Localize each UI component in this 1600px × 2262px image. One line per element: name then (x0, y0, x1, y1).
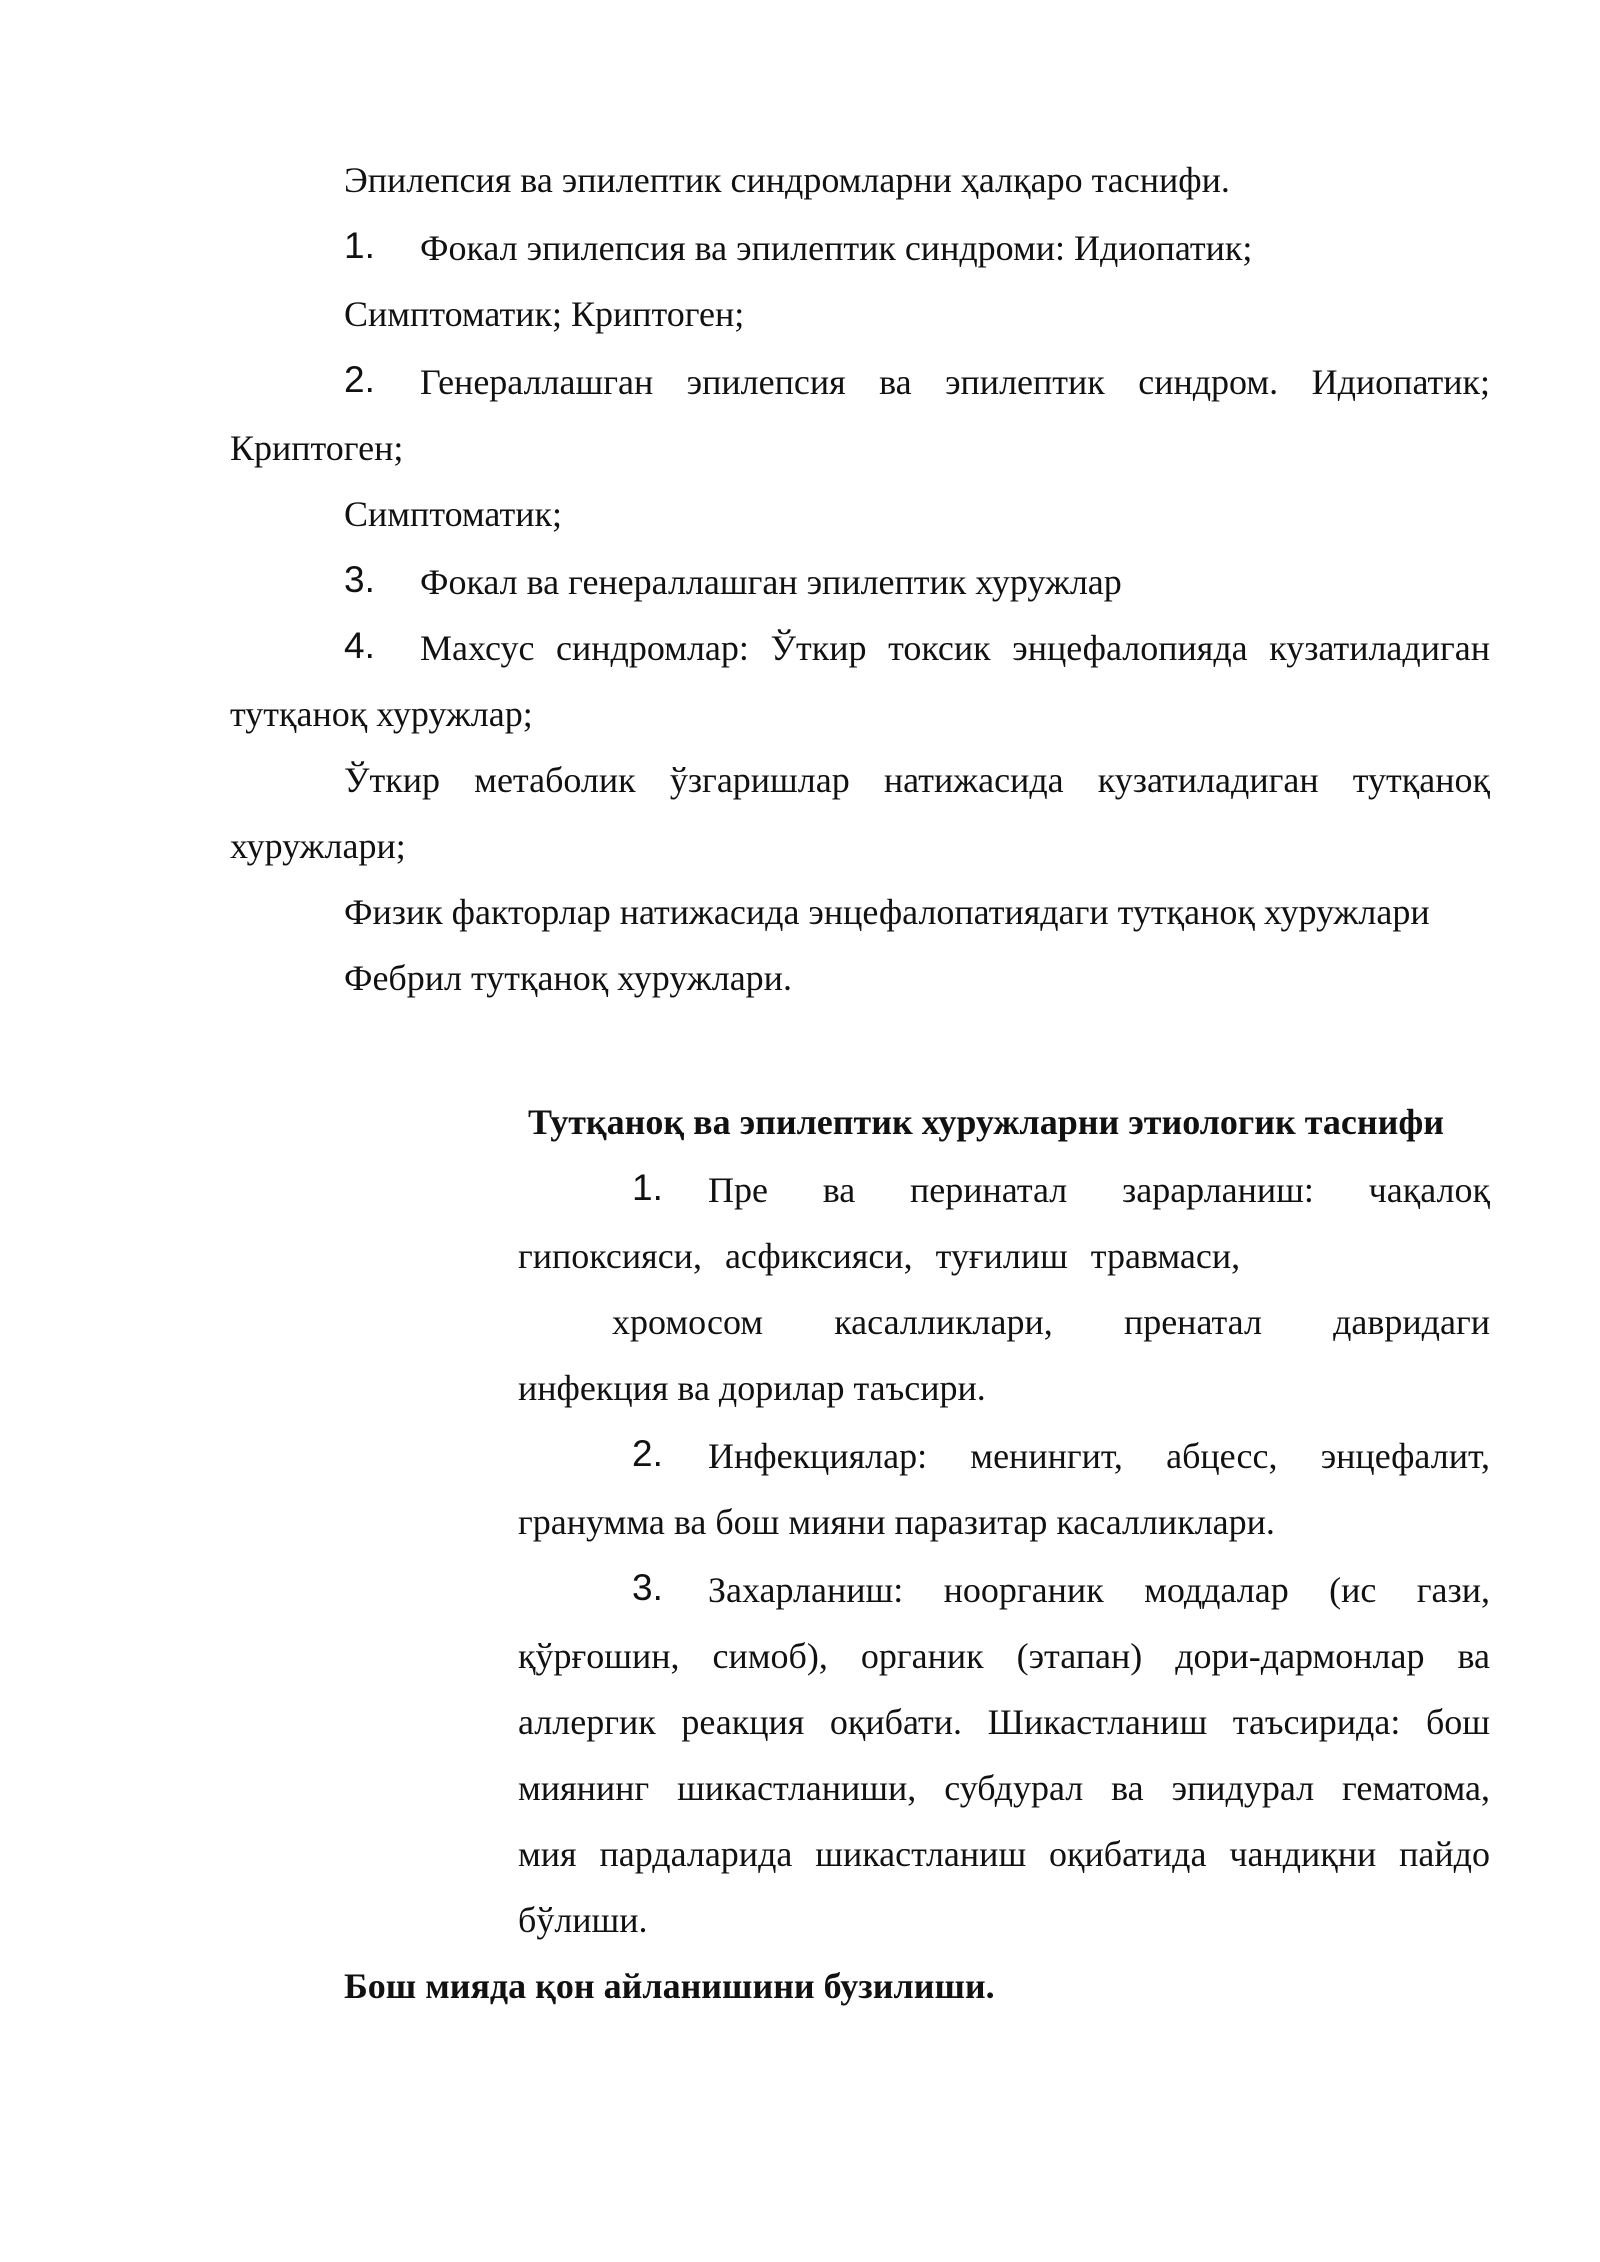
list-number: 4. (344, 625, 375, 666)
list-item-text: инфекция ва дорилар таъсири. (518, 1368, 986, 1408)
list-item-text: миянинг шикастланиши, субдурал ва эпидурал гематома, (518, 1768, 1490, 1808)
list-number: 1. (632, 1167, 663, 1208)
paragraph-line: Ўткир метаболик ўзгаришлар натижасида кузатиладиган тутқаноқ (344, 760, 1490, 800)
list-item-text: Криптоген; (230, 428, 404, 468)
list-item-text: Фокал ва генераллашган эпилептик хуружлар (420, 562, 1122, 602)
list-number: 2. (344, 359, 375, 400)
list-item-text: Инфекциялар: менингит, абцесс, энцефалит, (708, 1436, 1490, 1476)
list-item-text: Генераллашган эпилепсия ва эпилептик синдром. Идиопатик; (420, 362, 1490, 402)
list-number: 3. (632, 1567, 663, 1608)
paragraph-line: Фебрил тутқаноқ хуружлари. (344, 958, 792, 998)
list-item-text: аллергик реакция оқибати. Шикастланиш таъсирида: бош (518, 1702, 1490, 1742)
list-item-text: хромосом касалликлари, пренатал давридаги (612, 1302, 1490, 1342)
paragraph-line: Физик факторлар натижасида энцефалопатиядаги тутқаноқ хуружлари (344, 892, 1430, 932)
list-item-text: мия пардаларида шикастланиш оқибатида чандиқни пайдо (518, 1834, 1490, 1874)
list-item-text: гипоксияси, асфиксияси, туғилиш травмаси, (518, 1236, 1241, 1276)
paragraph-line: хуружлари; (230, 826, 406, 866)
list-item-text: гранумма ва бош мияни паразитар касалликлари. (518, 1502, 1275, 1542)
list-item-text: Фокал эпилепсия ва эпилептик синдроми: Идиопатик; (420, 228, 1253, 268)
list-item-text: тутқаноқ хуружлар; (230, 694, 533, 734)
section-heading: Бош мияда қон айланишини бузилиши. (344, 1966, 995, 2006)
section-title: Эпилепсия ва эпилептик синдромларни ҳалқаро таснифи. (344, 160, 1230, 200)
list-item-text: Махсус синдромлар: Ўткир токсик энцефалопияда кузатиладиган (420, 628, 1490, 668)
list-item-text: Захарланиш: ноорганик моддалар (ис гази, (708, 1570, 1490, 1610)
section-heading: Тутқаноқ ва эпилептик хуружларни этиологик таснифи (528, 1102, 1444, 1142)
list-item-text: Пре ва перинатал зарарланиш: чақалоқ (708, 1170, 1490, 1210)
list-number: 1. (344, 225, 375, 266)
list-item-text: Симптоматик; (344, 494, 562, 534)
list-item-text: қўрғошин, симоб), органик (этапан) дори-дармонлар ва (518, 1636, 1490, 1676)
list-item-text: Симптоматик; Криптоген; (344, 294, 745, 334)
list-number: 3. (344, 559, 375, 600)
list-number: 2. (632, 1433, 663, 1474)
list-item-text: бўлиши. (518, 1900, 648, 1940)
